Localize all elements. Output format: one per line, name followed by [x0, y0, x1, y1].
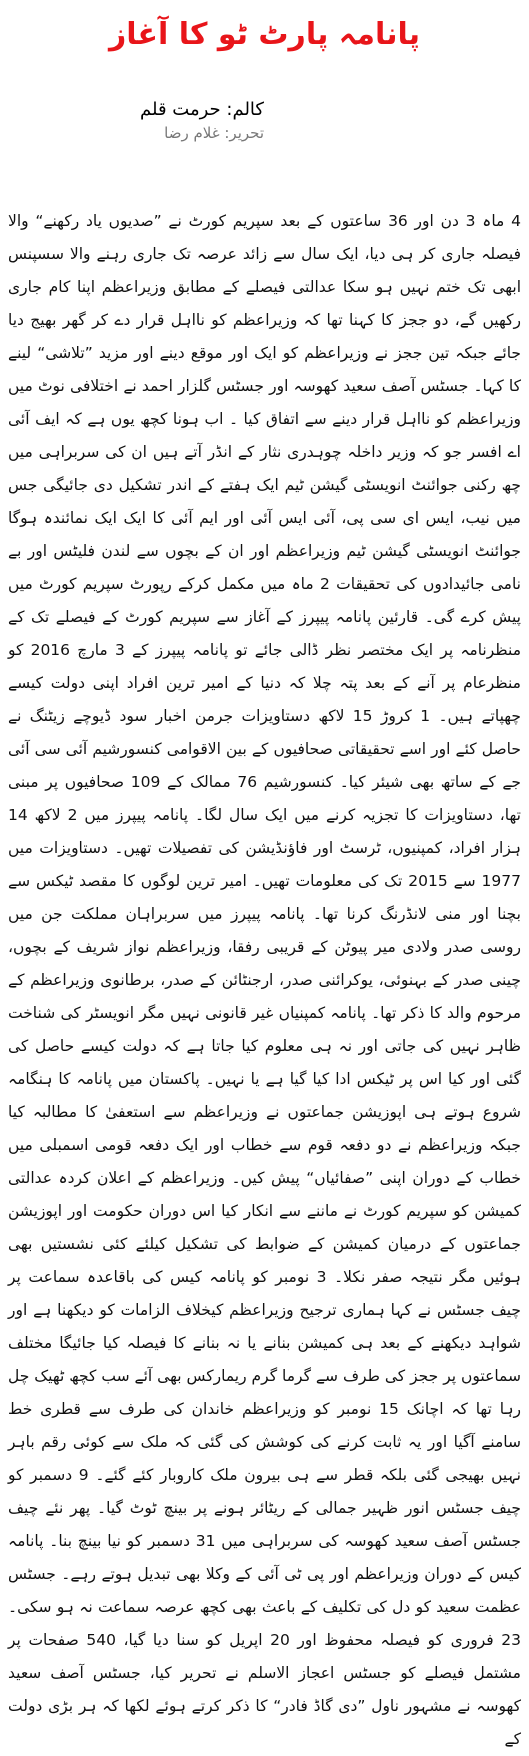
- article-title: پانامہ پارٹ ٹو کا آغاز: [108, 17, 421, 52]
- author-label: تحریر:: [224, 124, 264, 142]
- column-label: کالم:: [226, 99, 264, 120]
- author-name: غلام رضا: [164, 124, 220, 142]
- column-name: حرمت قلم: [140, 99, 221, 120]
- article-body: 4 ماہ 3 دن اور 36 ساعتوں کے بعد سپریم کورٹ نے ”صدیوں یاد رکھنے“ والا فیصلہ جاری کر ہی دیا، ایک سال سے زائد عرصہ تک جاری رہنے والا سسپنس ابھی تک ختم نہیں ہو سکا عدالتی فیصلے کے مطابق وزیراعظم اپنا کام جاری رکھیں گے، دو ججز کا کہنا تھا کہ وزیراعظم کو نااہل قرار دے کر گھر بھیج دیا جائے جبکہ تین ججز نے وزیراعظم کو ایک اور موقع دینے اور مزید ”تلاشی“ لینے کا کہا۔ جسٹس آصف سعید کھوسہ اور جسٹس گلزار احمد نے اختلافی نوٹ میں وزیراعظم کو نااہل قرار دینے سے اتفاق کیا ۔ اب ہونا کچھ یوں ہے کہ ایف آئی اے افسر جو کہ وزیر داخلہ چوہدری نثار کے انڈر آتے ہیں ان کی سربراہی میں چھ رکنی جوائنٹ انویسٹی گیشن ٹیم ایک ہفتے کے اندر تشکیل دی جائیگی جس میں نیب، ایس ای سی پی، آئی ایس آئی اور ایم آئی کا ایک ایک نمائندہ ہوگا جوائنٹ انویسٹی گیشن ٹیم وزیراعظم اور ان کے بچوں سے لندن فلیٹس اور بے نامی جائیدادوں کی تحقیقات 2 ماہ میں مکمل کرکے رپورٹ سپریم کورٹ میں پیش کرے گی۔ قارئین پانامہ پیپرز کے آغاز سے سپریم کورٹ کے فیصلے تک کے منظرنامہ پر ایک مختصر نظر ڈالی جائے تو پانامہ پیپرز کے 3 مارچ 2016 کو منظرعام پر آنے کے بعد پتہ چلا کہ دنیا کے امیر ترین افراد اپنی دولت کیسے چھپاتے ہیں۔ 1 کروڑ 15 لاکھ دستاویزات جرمن اخبار سود ڈیوچے زیٹنگ نے حاصل کئے اور اسے تحقیقاتی صحافیوں کے بین الاقوامی کنسورشیم آئی سی آئی جے کے ساتھ بھی شیئر کیا۔ کنسورشیم 76 ممالک کے 109 صحافیوں پر مبنی تھا، دستاویزات کا تجزیہ کرنے میں ایک سال لگا۔ پانامہ پیپرز میں 2 لاکھ 14 ہزار افراد، کمپنیوں، ٹرسٹ اور فاؤنڈیشن کی تفصیلات تھیں۔ دستاویزات میں 1977 سے 2015 تک کی معلومات تھیں۔ امیر ترین لوگوں کا مقصد ٹیکس سے بچنا اور منی لانڈرنگ کرنا تھا۔ پانامہ پیپرز میں سربراہان مملکت جن میں روسی صدر ولادی میر پیوٹن کے قریبی رفقا، وزیراعظم نواز شریف کے بچوں، چینی صدر کے بہنوئی، یوکرائنی صدر، ارجنٹائن کے صدر، برطانوی وزیراعظم کے مرحوم والد کا ذکر تھا۔ پانامہ کمپنیاں غیر قانونی نہیں مگر انویسٹر کی شناخت ظاہر نہیں کی جاتی اور نہ ہی معلوم کیا جاتا ہے کہ دولت کیسے حاصل کی گئی اور کیا اس پر ٹیکس ادا کیا گیا ہے یا نہیں۔ پاکستان میں پانامہ کا ہنگامہ شروع ہوتے ہی اپوزیشن جماعتوں نے وزیراعظم سے استعفیٰ کا مطالبہ کیا جبکہ وزیراعظم نے دو دفعہ قوم سے خطاب اور ایک دفعہ قومی اسمبلی میں خطاب کے دوران اپنی ”صفائیاں“ پیش کیں۔ وزیراعظم کے اعلان کردہ عدالتی کمیشن کو سپریم کورٹ نے ماننے سے انکار کیا اس دوران حکومت اور اپوزیشن جماعتوں کے درمیان کمیشن کے ضوابط کی تشکیل کیلئے کئی نشستیں بھی ہوئیں مگر نتیجہ صفر نکلا۔ 3 نومبر کو پانامہ کیس کی باقاعدہ سماعت پر چیف جسٹس نے کہا ہماری ترجیح وزیراعظم کیخلاف الزامات کو دیکھنا ہے اور شواہد دیکھنے کے بعد ہی کمیشن بنانے یا نہ بنانے کا فیصلہ کیا جائیگا مختلف سماعتوں پر ججز کی طرف سے گرما گرم ریمارکس بھی آئے سب کچھ ٹھیک چل رہا تھا کہ اچانک 15 نومبر کو وزیراعظم خاندان کی طرف سے قطری خط سامنے آگیا اور یہ ثابت کرنے کی کوشش کی گئی کہ ملک سے کوئی رقم باہر نہیں بھیجی گئی بلکہ قطر سے ہی بیرون ملک کاروبار کئے گئے۔ 9 دسمبر کو چیف جسٹس انور ظہیر جمالی کے ریٹائر ہونے پر بینچ ٹوٹ گیا۔ پھر نئے چیف جسٹس آصف سعید کھوسہ کی سربراہی میں 31 دسمبر کو نیا بینچ بنا۔ پانامہ کیس کے دوران وزیراعظم اور پی ٹی آئی کے وکلا بھی تبدیل ہوتے رہے۔ جسٹس عظمت سعید کو دل کی تکلیف کے باعث بھی کچھ عرصہ سماعت نہ ہو سکی۔ 23 فروری کو فیصلہ محفوظ اور 20 اپریل کو سنا دیا گیا، 540 صفحات پر مشتمل فیصلے کو جسٹس اعجاز الاسلم نے تحریر کیا، جسٹس آصف سعید کھوسہ نے مشہور ناول ”دی گاڈ فادر“ کا ذکر کرتے ہوئے لکھا کہ ہر بڑی دولت کے: [8, 212, 522, 1748]
